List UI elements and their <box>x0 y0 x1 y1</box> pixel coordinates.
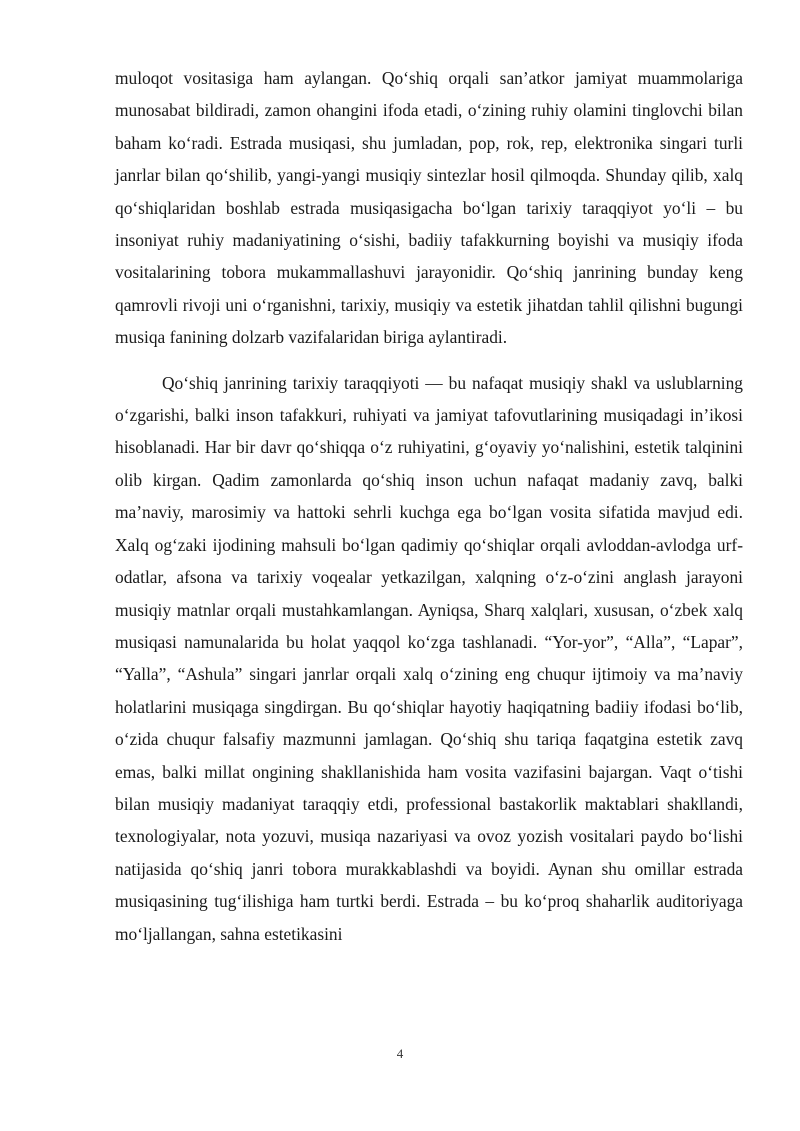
body-paragraph: Qo‘shiq janrining tarixiy taraqqiyoti — bu nafaqat musiqiy shakl va uslublarning o‘zgarishi, balki inson tafakkuri, ruhiyati va jamiyat tafovutlarining musiqadagi in’ikosi hisoblanadi. Har bir davr qo‘shiqqa o‘z ruhiyatini, g‘oyaviy yo‘nalishini, estetik talqinini olib kirgan. Qadim zamonlarda qo‘shiq inson uchun nafaqat madaniy zavq, balki ma’naviy, marosimiy va hattoki sehrli kuchga ega bo‘lgan vosita sifatida mavjud edi. Xalq og‘zaki ijodining mahsuli bo‘lgan qadimiy qo‘shiqlar orqali avloddan-avlodga urf-odatlar, afsona va tarixiy voqealar yetkazilgan, xalqning o‘z-o‘zini anglash jarayoni musiqiy matnlar orqali mustahkamlangan. Ayniqsa, Sharq xalqlari, xususan, o‘zbek xalq musiqasi namunalarida bu holat yaqqol ko‘zga tashlanadi. “Yor-yor”, “Alla”, “Lapar”, “Yalla”, “Ashula” singari janrlar orqali xalq o‘zining eng chuqur ijtimoiy va ma’naviy holatlarini musiqaga singdirgan. Bu qo‘shiqlar hayotiy haqiqatning badiiy ifodasi bo‘lib, o‘zida chuqur falsafiy mazmunni jamlagan. Qo‘shiq shu tariqa faqatgina estetik zavq emas, balki millat ongining shakllanishida ham vosita vazifasini bajargan. Vaqt o‘tishi bilan musiqiy madaniyat taraqqiy etdi, professional bastakorlik maktablari shakllandi, texnologiyalar, nota yozuvi, musiqa nazariyasi va ovoz yozish vositalari paydo bo‘lishi natijasida qo‘shiq janri tobora murakkablashdi va boyidi. Aynan shu omillar estrada musiqasining tug‘ilishiga ham turtki berdi. Estrada – bu ko‘proq shaharlik auditoriyaga mo‘ljallangan, sahna estetikasini <box>115 372 743 944</box>
body-paragraph-continued: muloqot vositasiga ham aylangan. Qo‘shiq orqali san’atkor jamiyat muammolariga munosabat bildiradi, zamon ohangini ifoda etadi, o‘zining ruhiy olamini tinglovchi bilan baham ko‘radi. Estrada musiqasi, shu jumladan, pop, rok, rep, elektronika singari turli janrlar bilan qo‘shilib, yangi-yangi musiqiy sintezlar hosil qilmoqda. Shunday qilib, xalq qo‘shiqlaridan boshlab estrada musiqasigacha bo‘lgan tarixiy taraqqiyot yo‘li – bu insoniyat ruhiy madaniyatining o‘sishi, badiiy tafakkurning boyishi va musiqiy ifoda vositalarining tobora mukammallashuvi jarayonidir. Qo‘shiq janrining bunday keng qamrovli rivoji uni o‘rganishni, tarixiy, musiqiy va estetik jihatdan tahlil qilishni bugungi musiqa fanining dolzarb vazifalaridan biriga aylantiradi. <box>115 68 743 348</box>
document-page <box>115 62 743 950</box>
page-number: 4 <box>396 1046 404 1061</box>
